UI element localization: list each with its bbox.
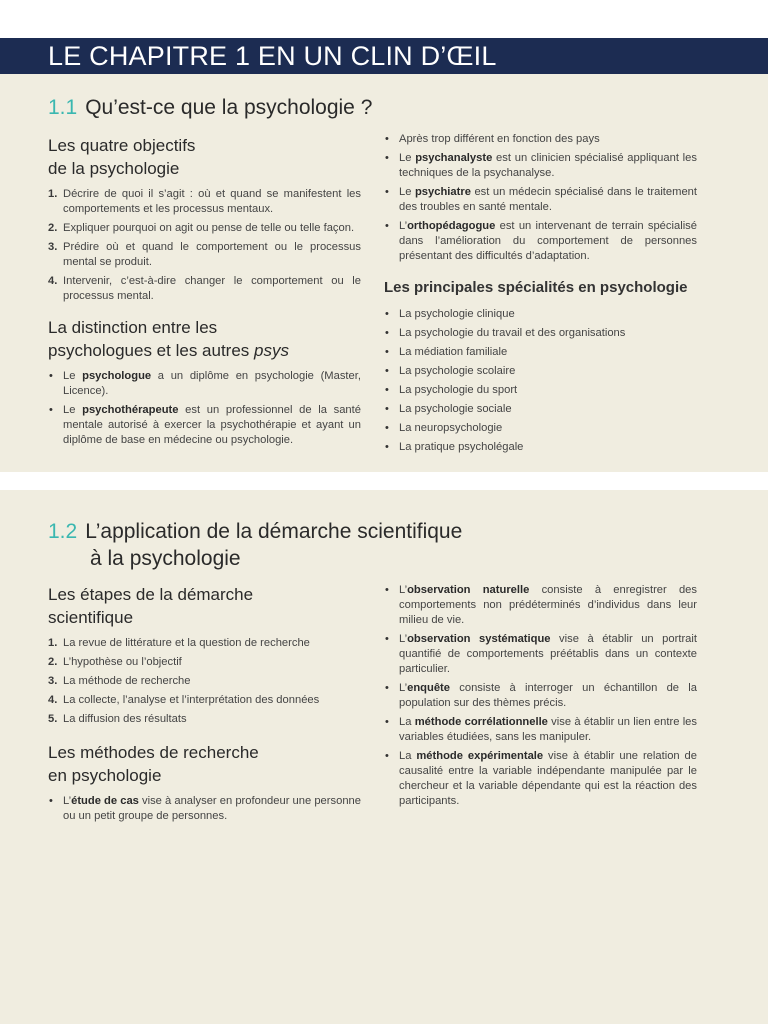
item-text: vise à établir une relation de causalité entre la variable indépendante manipulée par le chercheur et la variable dépendante qui est la réaction des participants. — [399, 750, 697, 807]
item-number: 5. — [48, 713, 58, 725]
heading-line: psychologues et les autres — [48, 341, 255, 360]
heading-line: La distinction entre les — [48, 318, 218, 337]
item-text: Le — [399, 186, 415, 198]
section-1-2-title — [48, 518, 462, 572]
section-title-text: à la psychologie — [90, 547, 241, 570]
item-term: enquête — [407, 682, 450, 694]
bullet-icon: • — [385, 682, 389, 694]
item-text: est un clinicien spécialisé appliquant les techniques de la psychanalyse. — [399, 152, 697, 179]
item-text: La psychologie scolaire — [399, 365, 516, 377]
distinction-list — [48, 369, 361, 448]
list-item — [384, 151, 697, 181]
item-number: 3. — [48, 675, 58, 687]
item-term: méthode corrélationnelle — [414, 716, 548, 728]
section-number: 1.2 — [48, 520, 78, 543]
list-item — [384, 583, 697, 628]
item-term: psychothérapeute — [82, 404, 179, 416]
heading-line: Les étapes de la démarche — [48, 585, 254, 604]
list-item — [48, 794, 361, 824]
item-text: La médiation familiale — [399, 346, 508, 358]
item-text: Prédire où et quand le comportement ou le processus mental se produit. — [63, 241, 361, 268]
bullet-icon: • — [385, 327, 389, 339]
item-text: L’ — [399, 682, 408, 694]
heading-line: scientifique — [48, 608, 134, 627]
item-text: La psychologie du sport — [399, 384, 518, 396]
bullet-icon: • — [385, 220, 389, 232]
list-item — [384, 219, 697, 264]
list-item — [48, 221, 361, 236]
item-text: Le — [63, 370, 83, 382]
bullet-icon: • — [385, 422, 389, 434]
item-text: a un diplôme en psychologie (Master, Licence). — [63, 370, 361, 397]
item-number: 1. — [48, 188, 58, 200]
item-term: psychiatre — [414, 186, 471, 198]
item-term: orthopédagogue — [407, 220, 496, 232]
item-text: La méthode de recherche — [63, 675, 191, 687]
item-term: observation naturelle — [407, 584, 530, 596]
item-text: est un intervenant de terrain spécialisé dans l’amélioration du comportement de personnes présentant des difficultés d’adaptation. — [399, 220, 697, 262]
item-term: psychologue — [82, 370, 152, 382]
list-item — [48, 636, 361, 651]
item-text: est un médecin spécialisé dans le traitement des troubles en santé mentale. — [399, 186, 698, 213]
item-text: La revue de littérature et la question de recherche — [63, 637, 310, 649]
bullet-icon: • — [385, 308, 389, 320]
heading-line: Les quatre objectifs — [48, 136, 196, 155]
item-text: Après trop différent en fonction des pays — [399, 133, 600, 145]
bullet-icon: • — [385, 152, 389, 164]
bullet-icon: • — [49, 795, 53, 807]
item-text: La pratique psycholégale — [399, 441, 524, 453]
list-item — [384, 440, 697, 455]
list-item — [384, 715, 697, 745]
item-text: La psychologie clinique — [399, 308, 515, 320]
bullet-icon: • — [385, 584, 389, 596]
item-text: L’ — [399, 220, 408, 232]
item-text: La psychologie du travail et des organisations — [399, 327, 626, 339]
bullet-icon: • — [385, 403, 389, 415]
bullet-icon: • — [385, 633, 389, 645]
etapes-list — [48, 636, 361, 727]
bullet-icon: • — [385, 186, 389, 198]
item-text: L’ — [399, 584, 408, 596]
section-1-1-panel — [0, 74, 768, 472]
item-text: vise à analyser en profondeur une personne ou un petit groupe de personnes. — [63, 795, 361, 822]
heading-line: Les méthodes de recherche — [48, 743, 259, 762]
bullet-icon: • — [385, 441, 389, 453]
item-text: Le — [399, 152, 416, 164]
methodes-list-continued — [384, 583, 697, 809]
list-item — [384, 132, 697, 147]
item-number: 3. — [48, 241, 58, 253]
list-item — [48, 712, 361, 727]
heading-emphasis: psys — [254, 341, 289, 360]
specialites-list — [384, 307, 697, 455]
bullet-icon: • — [385, 346, 389, 358]
list-item — [48, 240, 361, 270]
list-item — [48, 403, 361, 448]
specialites-heading: Les principales spécialités en psychologie — [384, 279, 688, 296]
list-item — [384, 364, 697, 379]
left-column — [48, 583, 361, 828]
list-item — [48, 693, 361, 708]
list-item — [384, 345, 697, 360]
section-1-1-title — [48, 94, 372, 121]
list-item — [48, 674, 361, 689]
right-column — [384, 132, 697, 459]
list-item — [384, 749, 697, 809]
etapes-heading — [48, 583, 361, 629]
professions-list — [384, 132, 697, 264]
bullet-icon: • — [49, 404, 53, 416]
list-item — [384, 421, 697, 436]
item-term: observation systématique — [407, 633, 551, 645]
item-text: Intervenir, c’est-à-dire changer le comportement ou le processus mental. — [63, 275, 361, 302]
bullet-icon: • — [385, 133, 389, 145]
item-text: Le — [63, 404, 83, 416]
objectifs-heading — [48, 134, 361, 180]
chapter-banner: LE CHAPITRE 1 EN UN CLIN D’ŒIL — [0, 38, 768, 74]
item-text: vise à établir un lien entre les variables étudiées, sans les manipuler. — [399, 716, 697, 743]
list-item — [384, 681, 697, 711]
list-item — [384, 383, 697, 398]
item-text: La — [399, 716, 415, 728]
item-text: consiste à interroger un échantillon de la population sur des thèmes précis. — [399, 682, 697, 709]
item-text: est un professionnel de la santé mentale autorisé à exercer la psychothérapie et ayant un diplôme de base en médecine ou psychologie. — [63, 404, 361, 446]
item-text: L’ — [63, 795, 72, 807]
heading-line: de la psychologie — [48, 159, 180, 178]
item-text: La psychologie sociale — [399, 403, 512, 415]
bullet-icon: • — [385, 384, 389, 396]
item-term: étude de cas — [71, 795, 139, 807]
item-text: Expliquer pourquoi on agit ou pense de telle ou telle façon. — [63, 222, 355, 234]
section-title-text: L’application de la démarche scientifique — [85, 520, 463, 543]
item-text: consiste à enregistrer des comportements non prédéterminés d’individus dans leur milieu de vie. — [399, 584, 697, 626]
item-number: 2. — [48, 222, 58, 234]
item-text: L’ — [399, 633, 408, 645]
bullet-icon: • — [49, 370, 53, 382]
list-item — [384, 402, 697, 417]
item-number: 4. — [48, 275, 58, 287]
item-number: 4. — [48, 694, 58, 706]
item-text: La neuropsychologie — [399, 422, 503, 434]
list-item — [384, 326, 697, 341]
list-item — [384, 185, 697, 215]
methodes-list — [48, 794, 361, 824]
item-text: La — [399, 750, 417, 762]
item-text: Décrire de quoi il s’agit : où et quand se manifestent les comportements et les processus mentaux. — [63, 188, 361, 215]
left-column — [48, 134, 361, 452]
item-term: psychanalyste — [415, 152, 493, 164]
section-1-2-panel — [0, 490, 768, 1024]
item-text: La diffusion des résultats — [63, 713, 187, 725]
item-text: La collecte, l’analyse et l’interprétation des données — [63, 694, 320, 706]
item-text: vise à établir un portrait quantifié de comportements préétablis dans un contexte particulier. — [399, 633, 697, 675]
item-number: 1. — [48, 637, 58, 649]
list-item — [48, 187, 361, 217]
bullet-icon: • — [385, 750, 389, 762]
list-item — [384, 632, 697, 677]
item-term: méthode expérimentale — [416, 750, 544, 762]
section-title-text: Qu’est-ce que la psychologie ? — [85, 96, 373, 119]
bullet-icon: • — [385, 716, 389, 728]
list-item — [48, 655, 361, 670]
item-number: 2. — [48, 656, 58, 668]
bullet-icon: • — [385, 365, 389, 377]
item-text: L’hypothèse ou l’objectif — [63, 656, 182, 668]
heading-line: en psychologie — [48, 766, 162, 785]
list-item — [48, 369, 361, 399]
objectifs-list — [48, 187, 361, 304]
section-number: 1.1 — [48, 96, 78, 119]
list-item — [48, 274, 361, 304]
distinction-heading — [48, 316, 361, 362]
list-item — [384, 307, 697, 322]
right-column — [384, 583, 697, 813]
methodes-heading — [48, 741, 361, 787]
